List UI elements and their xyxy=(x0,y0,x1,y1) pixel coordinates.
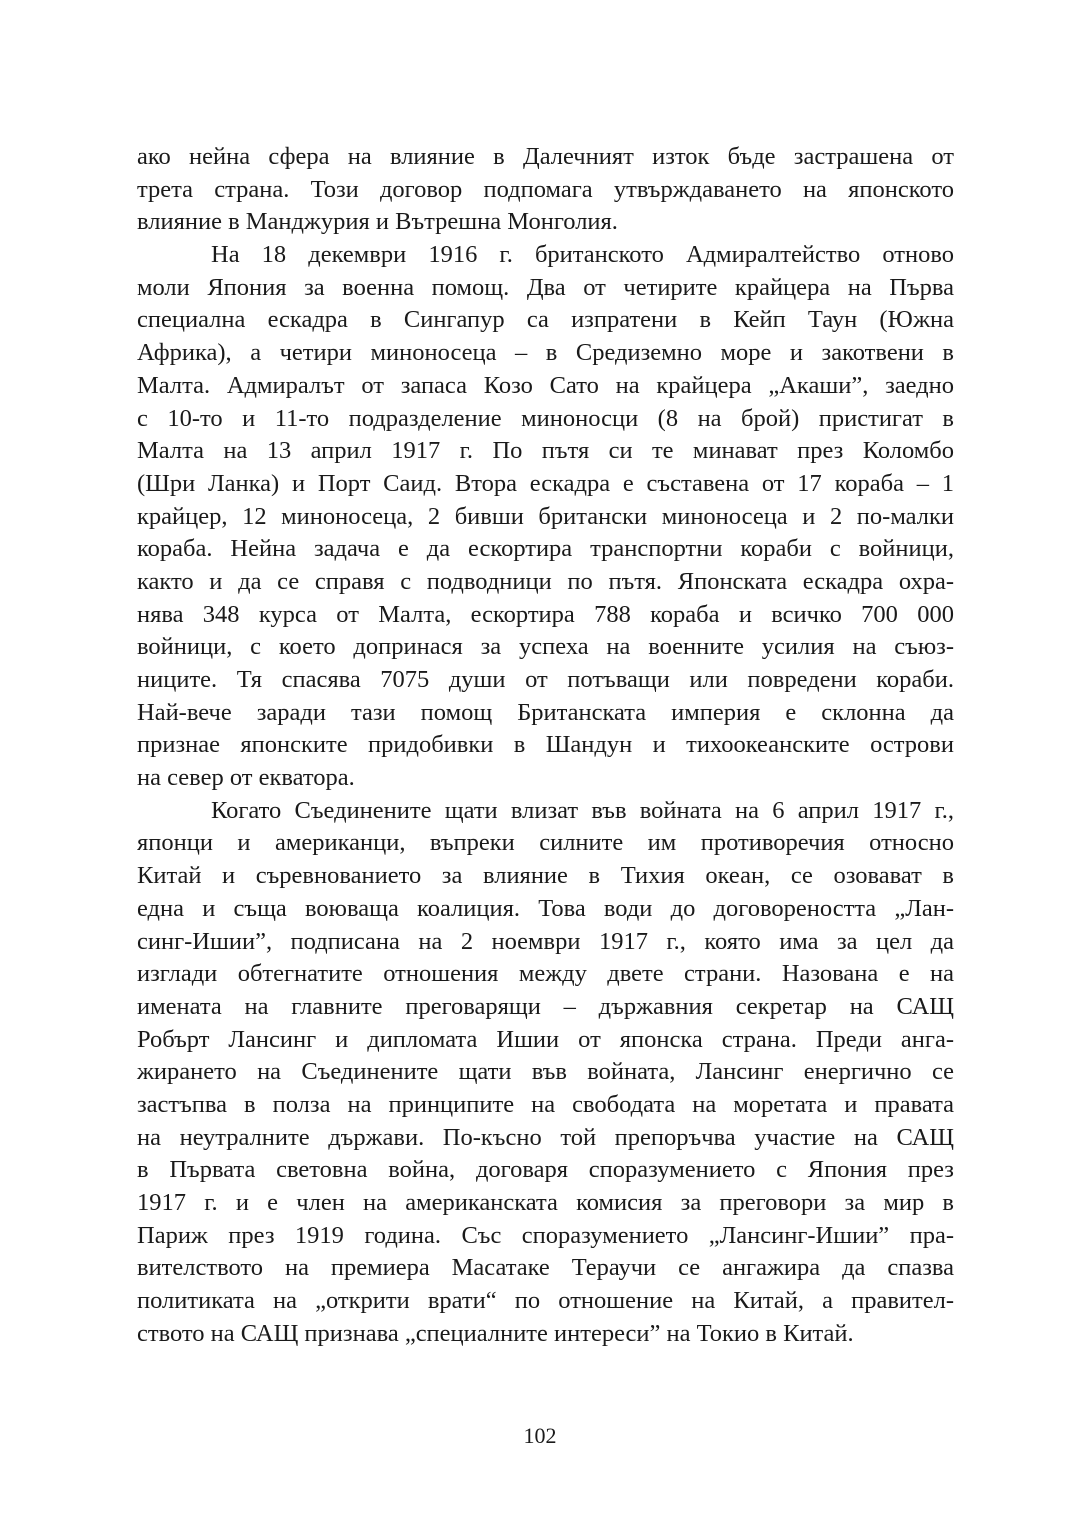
text-line: на неутралните държави. По-късно той препоръчва участие на САЩ xyxy=(137,1123,954,1151)
text-line: войници, с което допринася за успеха на военните усилия на съюз- xyxy=(137,633,954,661)
text-line: Най-вече заради тази помощ Британската империя е склонна да xyxy=(137,698,954,726)
text-line: нява 348 курса от Малта, ескортира 788 кораба и всичко 700 000 xyxy=(137,600,954,628)
text-line: трета страна. Този договор подпомага утвърждаването на японското xyxy=(137,175,954,203)
text-line: Малта. Адмиралът от запаса Козо Сато на крайцера „Акаши”, заедно xyxy=(137,371,954,399)
text-line: в Първата световна война, договаря споразумението с Япония през xyxy=(137,1156,954,1184)
text-line: На 18 декември 1916 г. британското Адмиралтейство отново xyxy=(211,241,954,269)
text-line: ако нейна сфера на влияние в Далечният изток бъде застрашена от xyxy=(137,143,954,170)
text-line: Китай и съревнованието за влияние в Тихия океан, се озовават в xyxy=(137,862,954,890)
text-line: една и съща воюваща коалиция. Това води до договореността „Лан- xyxy=(137,894,954,922)
text-line: японци и американци, въпреки силните им противоречия относно xyxy=(137,829,954,857)
text-line: моли Япония за военна помощ. Два от четирите крайцера на Първа xyxy=(137,273,954,301)
text-line: както и да се справя с подводници по пътя. Японската ескадра охра- xyxy=(137,567,954,595)
paragraph xyxy=(137,239,954,795)
paragraph xyxy=(137,795,954,1351)
text-line: Малта на 13 април 1917 г. По пътя си те минават през Коломбо xyxy=(137,437,954,465)
text-line: Когато Съединените щати влизат във войната на 6 април 1917 г., xyxy=(211,796,954,824)
text-line: 1917 г. и е член на американската комисия за преговори за мир в xyxy=(137,1189,954,1216)
text-line: влияние в Манджурия и Вътрешна Монголия. xyxy=(137,208,618,236)
text-line: специална ескадра в Сингапур са изпратени в Кейп Таун (Южна xyxy=(137,306,954,334)
text-line: Париж през 1919 година. Със споразумението „Лансинг-Ишии” пра- xyxy=(137,1221,954,1249)
text-line: Робърт Лансинг и дипломата Ишии от японска страна. Преди анга- xyxy=(137,1025,954,1053)
text-line: с 10-то и 11-то подразделение миноносци (8 на брой) пристигат в xyxy=(137,404,954,432)
text-line: политиката на „открити врати“ по отношение на Китай, а правител- xyxy=(137,1287,954,1315)
text-line: крайцер, 12 миноносеца, 2 бивши британски миноносеца и 2 по-малки xyxy=(137,502,954,530)
text-line: вителството на премиера Масатаке Тераучи се ангажира да спазва xyxy=(137,1254,954,1282)
text-line: синг-Ишии”, подписана на 2 ноември 1917 г., която има за цел да xyxy=(137,927,954,955)
text-line: жирането на Съединените щати във войната, Лансинг енергично се xyxy=(137,1058,954,1086)
page-number: 102 xyxy=(523,1423,557,1448)
body-text xyxy=(137,141,954,1350)
text-line: (Шри Ланка) и Порт Саид. Втора ескадра е съставена от 17 кораба – 1 xyxy=(137,469,954,497)
text-line: Африка), а четири миноносеца – в Средиземно море и закотвени в xyxy=(137,339,954,367)
text-line: на север от екватора. xyxy=(137,764,355,792)
text-line: ниците. Тя спасява 7075 души от потъващи или повредени кораби. xyxy=(137,666,954,693)
text-line: ството на САЩ признава „специалните интереси” на Токио в Китай. xyxy=(137,1319,854,1347)
text-line: изглади обтегнатите отношения между двете страни. Назована е на xyxy=(137,960,954,988)
paragraph xyxy=(137,141,954,239)
text-line: кораба. Нейна задача е да ескортира транспортни кораби с войници, xyxy=(137,535,954,563)
text-line: имената на главните преговарящи – държавния секретар на САЩ xyxy=(137,992,954,1020)
text-line: застъпва в полза на принципите на свободата на моретата и правата xyxy=(137,1090,954,1118)
text-line: признае японските придобивки в Шандун и тихоокеанските острови xyxy=(137,731,954,759)
